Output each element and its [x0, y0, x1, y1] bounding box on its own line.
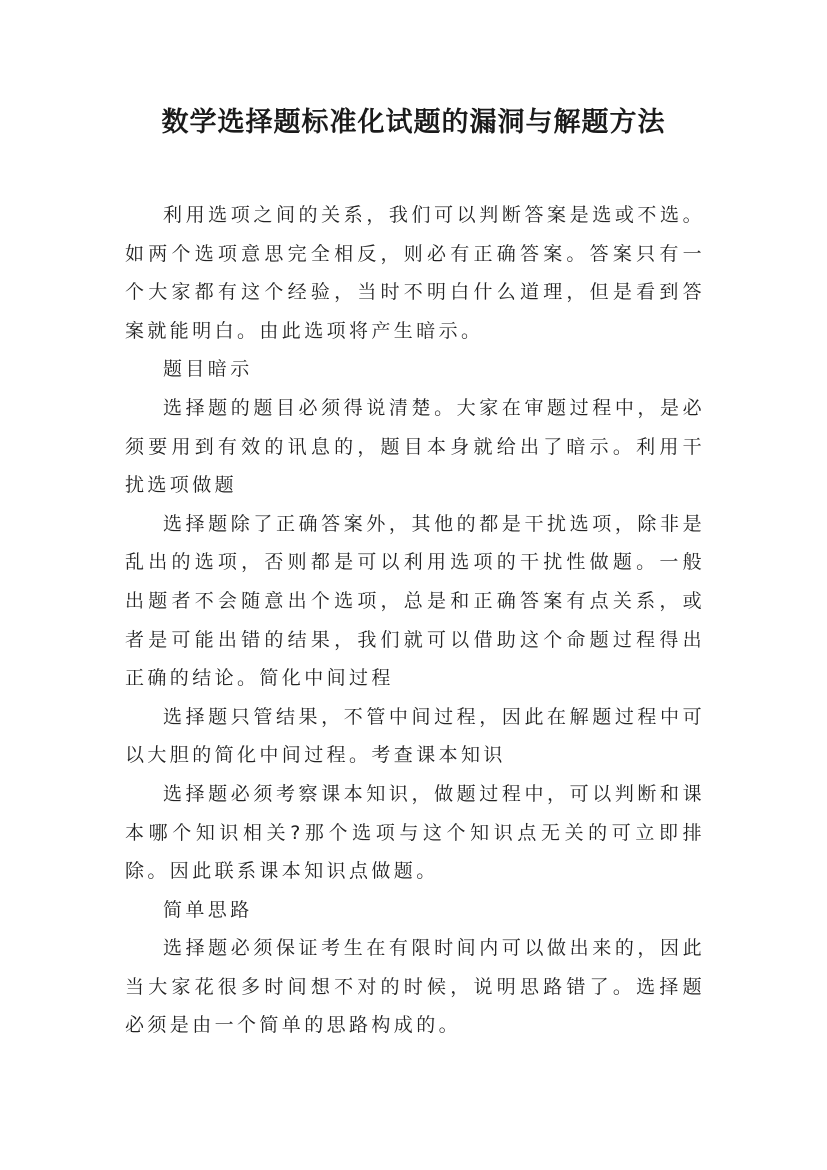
paragraph-simple-approach: 选择题必须保证考生在有限时间内可以做出来的，因此当大家花很多时间想不对的时候，说明思路错了。选择题必须是由一个简单的思路构成的。 — [125, 937, 705, 1037]
paragraph-simplify-process: 选择题只管结果，不管中间过程，因此在解题过程中可以大胆的简化中间过程。考查课本知识 — [125, 705, 705, 767]
document-title: 数学选择题标准化试题的漏洞与解题方法 — [161, 107, 666, 138]
paragraph-question-hint: 选择题的题目必须得说清楚。大家在审题过程中，是必须要用到有效的讯息的，题目本身就给出了暗示。利用干扰选项做题 — [125, 396, 705, 497]
paragraph-textbook-knowledge: 选择题必须考察课本知识，做题过程中，可以判断和课本哪个知识相关?那个选项与这个知识点无关的可立即排除。因此联系课本知识点做题。 — [125, 782, 705, 883]
heading-simple-approach: 简单思路 — [163, 898, 253, 921]
document-body — [125, 196, 705, 1045]
paragraph-option-relation: 利用选项之间的关系，我们可以判断答案是选或不选。如两个选项意思完全相反，则必有正确答案。答案只有一个大家都有这个经验，当时不明白什么道理，但是看到答案就能明白。由此选项将产生暗示。 — [125, 204, 705, 342]
paragraph-distractor-options: 选择题除了正确答案外，其他的都是干扰选项，除非是乱出的选项，否则都是可以利用选项的干扰性做题。一般出题者不会随意出个选项，总是和正确答案有点关系，或者是可能出错的结果，我们就可以借助这个命题过程得出正确的结论。简化中间过程 — [125, 512, 705, 690]
heading-question-hint: 题目暗示 — [163, 358, 253, 381]
